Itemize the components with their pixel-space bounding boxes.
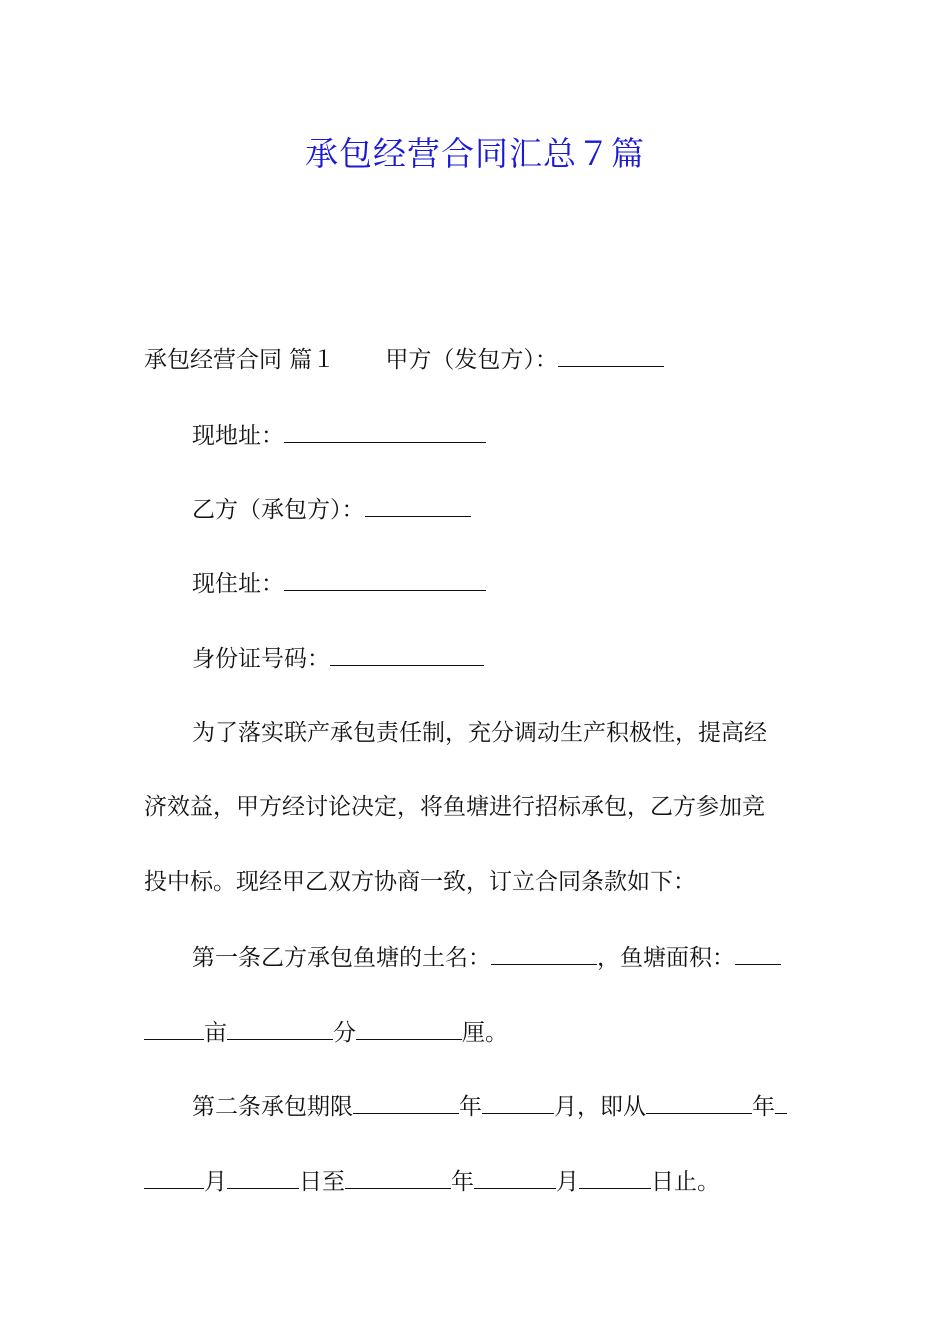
li-blank bbox=[356, 1017, 462, 1040]
pond-name-blank bbox=[491, 942, 597, 965]
party-a-address-blank bbox=[284, 420, 486, 443]
term-months-blank bbox=[482, 1091, 554, 1114]
end-month-label: 月 bbox=[556, 1169, 579, 1195]
pond-area-blank bbox=[735, 942, 781, 965]
start-day-blank bbox=[227, 1166, 299, 1189]
start-year-blank bbox=[646, 1091, 752, 1114]
article-one-line bbox=[192, 942, 812, 972]
pond-area-label: ，鱼塘面积： bbox=[597, 945, 735, 971]
mu-blank bbox=[144, 1017, 204, 1040]
id-number-blank bbox=[330, 643, 484, 666]
start-month-blank-part bbox=[775, 1091, 787, 1114]
end-year-label: 年 bbox=[451, 1169, 474, 1195]
article-two-text: 第二条承包期限 bbox=[192, 1094, 353, 1120]
article-two-line bbox=[192, 1091, 812, 1121]
party-a-address-line bbox=[192, 420, 812, 450]
article-one-text: 第一条乙方承包鱼塘的土名： bbox=[192, 945, 491, 971]
document-title: 承包经营合同汇总７篇 bbox=[305, 134, 645, 173]
term-dates-line bbox=[144, 1166, 814, 1196]
party-b-blank bbox=[365, 494, 471, 517]
party-b-line bbox=[192, 494, 812, 524]
end-month-blank bbox=[474, 1166, 556, 1189]
contract-section-heading: 承包经营合同 篇１ bbox=[144, 347, 336, 373]
contract-heading-line bbox=[144, 344, 814, 374]
id-number-label: 身份证号码： bbox=[192, 646, 330, 672]
party-b-label: 乙方（承包方）： bbox=[192, 497, 365, 523]
term-months-label: 月，即从 bbox=[554, 1094, 646, 1120]
start-month-label: 月 bbox=[204, 1169, 227, 1195]
mu-label: 亩 bbox=[204, 1020, 227, 1046]
party-b-address-label: 现住址： bbox=[192, 571, 284, 597]
start-day-label: 日至 bbox=[299, 1169, 345, 1195]
end-day-label: 日止。 bbox=[651, 1169, 720, 1195]
party-a-label: 甲方（发包方）： bbox=[385, 347, 558, 373]
paragraph-line: 为了落实联产承包责任制，充分调动生产积极性，提高经 bbox=[192, 720, 767, 746]
start-year-label: 年 bbox=[752, 1094, 775, 1120]
term-years-label: 年 bbox=[459, 1094, 482, 1120]
li-label: 厘。 bbox=[462, 1020, 508, 1046]
term-years-blank bbox=[353, 1091, 459, 1114]
fen-blank bbox=[227, 1017, 333, 1040]
paragraph-line: 济效益，甲方经讨论决定，将鱼塘进行招标承包，乙方参加竞 bbox=[144, 794, 765, 820]
id-number-line bbox=[192, 643, 812, 673]
end-year-blank bbox=[345, 1166, 451, 1189]
party-b-address-blank bbox=[284, 568, 486, 591]
start-month-blank bbox=[144, 1166, 204, 1189]
party-a-blank bbox=[558, 344, 664, 367]
party-b-address-line bbox=[192, 568, 812, 598]
party-a-address-label: 现地址： bbox=[192, 423, 284, 449]
area-units-line bbox=[144, 1017, 814, 1047]
paragraph-line: 投中标。现经甲乙双方协商一致，订立合同条款如下： bbox=[144, 869, 696, 895]
fen-label: 分 bbox=[333, 1020, 356, 1046]
end-day-blank bbox=[579, 1166, 651, 1189]
